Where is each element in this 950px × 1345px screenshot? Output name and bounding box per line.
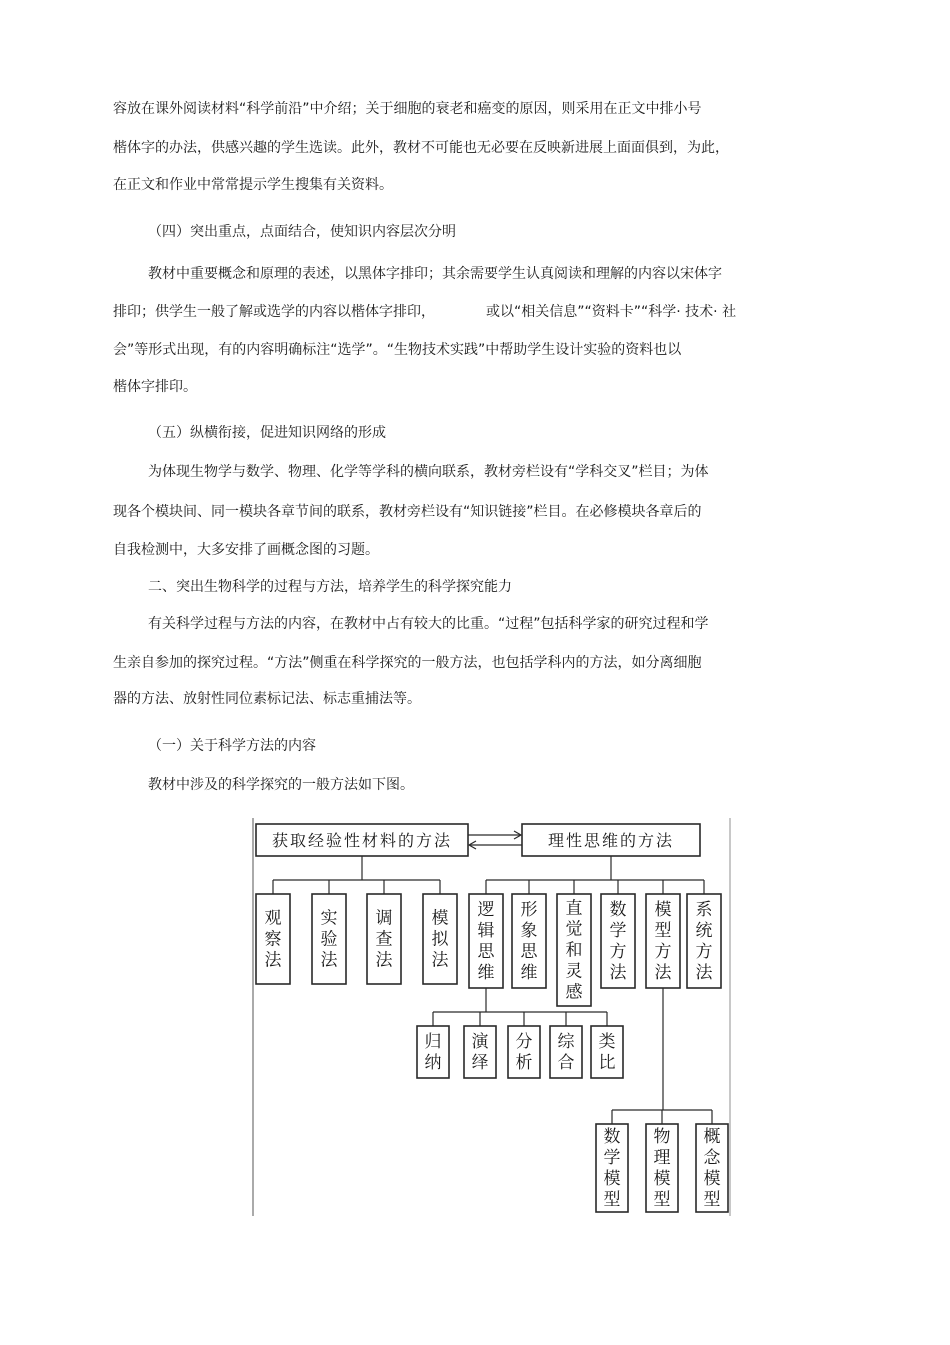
rational-method-label: 数学方法 <box>609 900 627 983</box>
method-diagram <box>250 818 734 1218</box>
rational-method-label: 形象思维 <box>520 900 538 983</box>
model-type-label: 数学模型 <box>603 1127 621 1210</box>
logic-method-label: 归纳 <box>424 1032 442 1073</box>
paragraph-line: 现各个模块间、同一模块各章节间的联系，教材旁栏设有“知识链接”栏目。在必修模块各章后的 <box>113 504 702 520</box>
logic-method-label: 类比 <box>598 1032 616 1073</box>
paragraph-line: 排印；供学生一般了解或选学的内容以楷体字排印， <box>113 304 435 320</box>
rational-method-label: 模型方法 <box>654 900 672 983</box>
paragraph-line: 生亲自参加的探究过程。“方法”侧重在科学探究的一般方法，也包括学科内的方法，如分离细胞 <box>113 655 702 671</box>
logic-method-label: 分析 <box>515 1032 533 1073</box>
paragraph-line: 楷体字的办法，供感兴趣的学生选读。此外，教材不可能也无必要在反映新进展上面面俱到，为此， <box>113 140 729 156</box>
model-type-label: 物理模型 <box>653 1127 671 1210</box>
empirical-method-label: 观察法 <box>264 908 282 971</box>
model-type-label: 概念模型 <box>703 1127 721 1210</box>
paragraph-line: 在正文和作业中常常提示学生搜集有关资料。 <box>113 177 393 193</box>
section-heading: （五）纵横衔接，促进知识网络的形成 <box>148 425 386 441</box>
paragraph-line: 教材中涉及的科学探究的一般方法如下图。 <box>148 777 414 793</box>
paragraph-line: 容放在课外阅读材料“科学前沿”中介绍；关于细胞的衰老和癌变的原因，则采用在正文中排小号 <box>113 101 702 117</box>
paragraph-line: 器的方法、放射性同位素标记法、标志重捕法等。 <box>113 691 421 707</box>
rational-method-label: 逻辑思维 <box>477 900 495 983</box>
paragraph-line: 或以“相关信息”“资料卡”“科学· 技术· 社 <box>486 304 737 320</box>
paragraph-line: 楷体字排印。 <box>113 379 197 395</box>
section-heading: 二、突出生物科学的过程与方法，培养学生的科学探究能力 <box>148 579 512 595</box>
rational-methods-header-label: 理性思维的方法 <box>547 831 675 850</box>
empirical-method-label: 实验法 <box>320 908 338 971</box>
paragraph-line: 自我检测中，大多安排了画概念图的习题。 <box>113 542 379 558</box>
section-heading: （一）关于科学方法的内容 <box>148 738 316 754</box>
section-heading: （四）突出重点，点面结合，使知识内容层次分明 <box>148 224 456 240</box>
empirical-method-label: 模拟法 <box>431 908 449 971</box>
empirical-methods-header-label: 获取经验性材料的方法 <box>271 831 453 850</box>
paragraph-line: 有关科学过程与方法的内容，在教材中占有较大的比重。“过程”包括科学家的研究过程和学 <box>148 616 709 632</box>
rational-method-label: 直觉和灵感 <box>565 898 583 1003</box>
paragraph-line: 为体现生物学与数学、物理、化学等学科的横向联系，教材旁栏设有“学科交叉”栏目；为体 <box>148 464 709 480</box>
rational-method-label: 系统方法 <box>695 900 713 983</box>
empirical-method-label: 调查法 <box>375 908 393 971</box>
paragraph-line: 会”等形式出现，有的内容明确标注“选学”。“生物技术实践”中帮助学生设计实验的资料也以 <box>113 342 682 358</box>
logic-method-label: 综合 <box>557 1032 575 1073</box>
paragraph-line: 教材中重要概念和原理的表述，以黑体字排印；其余需要学生认真阅读和理解的内容以宋体字 <box>148 266 722 282</box>
logic-method-label: 演绎 <box>471 1032 489 1073</box>
